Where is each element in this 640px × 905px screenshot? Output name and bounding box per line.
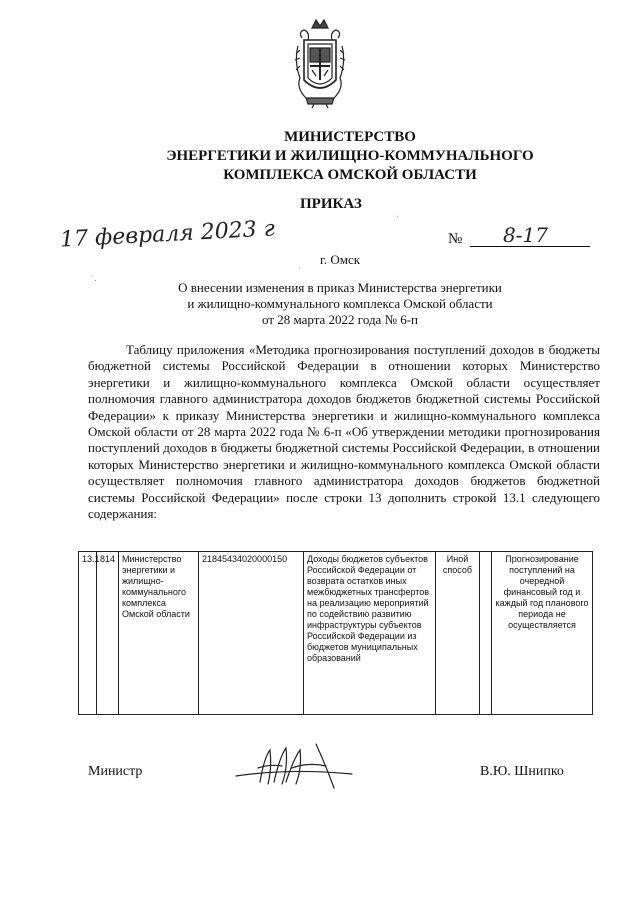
order-subject [110, 280, 570, 328]
subject-line3: от 28 марта 2022 года № 6-п [261, 312, 419, 327]
amendment-table [78, 551, 593, 715]
number-label: № [448, 231, 463, 247]
signer-name: В.Ю. Шнипко [480, 764, 564, 779]
ministry-name-line1: МИНИСТЕРСТВО [284, 129, 416, 145]
signer-title: Министр [88, 764, 143, 779]
body-paragraph: Таблицу приложения «Методика прогнозирования поступлений доходов в бюджеты бюджетной системы Российской Федерации в отношении которых Министерство энергетики и жилищно-коммунального комплекса Омской области осуществляет полномочия главного администратора доходов бюджетов бюджетной системы Российской Федерации» к приказу Министерства энергетики и жилищно-коммунального комплекса Омской области от 28 марта 2022 года № 6-п «Об утверждении методики прогнозирования поступлений доходов в бюджеты бюджетной системы Российской Федерации, в отношении которых Министерство энергетики и жилищно-коммунального комплекса Омской области осуществляет полномочия главного администратора доходов бюджетов бюджетной системы Российской Федерации» после строки 13 дополнить строкой 13.1 следующего содержания: [88, 342, 600, 522]
document-type: ПРИКАЗ [300, 196, 362, 212]
handwritten-date: 17 февраля 2023 г [59, 216, 276, 253]
code-cell: 814 [97, 552, 119, 715]
scan-speck: ˎ [396, 208, 399, 217]
ministry-name-line2: ЭНЕРГЕТИКИ И ЖИЛИЩНО-КОММУНАЛЬНОГО [166, 148, 534, 164]
ministry-name-line3: КОМПЛЕКСА ОМСКОЙ ОБЛАСТИ [223, 167, 477, 183]
empty-cell [480, 552, 492, 715]
coat-of-arms-emblem [292, 18, 348, 110]
row-number-cell: 13.1 [79, 552, 97, 715]
subject-line1: О внесении изменения в приказ Министерства энергетики [178, 280, 502, 295]
scan-speck: ˈ [298, 266, 301, 275]
kbk-code-cell: 21845434020000150 [199, 552, 304, 715]
handwritten-signature [230, 738, 360, 792]
administrator-cell: Министерство энергетики и жилищно-коммунального комплекса Омской области [119, 552, 199, 715]
city: г. Омск [320, 252, 361, 267]
scan-speck: ˙ . [90, 274, 97, 283]
method-cell: Иной способ [436, 552, 480, 715]
table-row [79, 552, 593, 715]
subject-line2: и жилищно-коммунального комплекса Омской области [187, 296, 493, 311]
description-cell: Прогнозирование поступлений на очередной финансовый год и каждый год планового периода не осуществляется [492, 552, 593, 715]
income-name-cell: Доходы бюджетов субъектов Российской Федерации от возврата остатков иных межбюджетных трансфертов на реализацию мероприятий по содействию развитию инфраструктуры субъектов Российской Федерации из бюджетов муниципальных образований [304, 552, 436, 715]
ministry-name [60, 128, 640, 185]
handwritten-number: 8-17 [503, 223, 548, 247]
